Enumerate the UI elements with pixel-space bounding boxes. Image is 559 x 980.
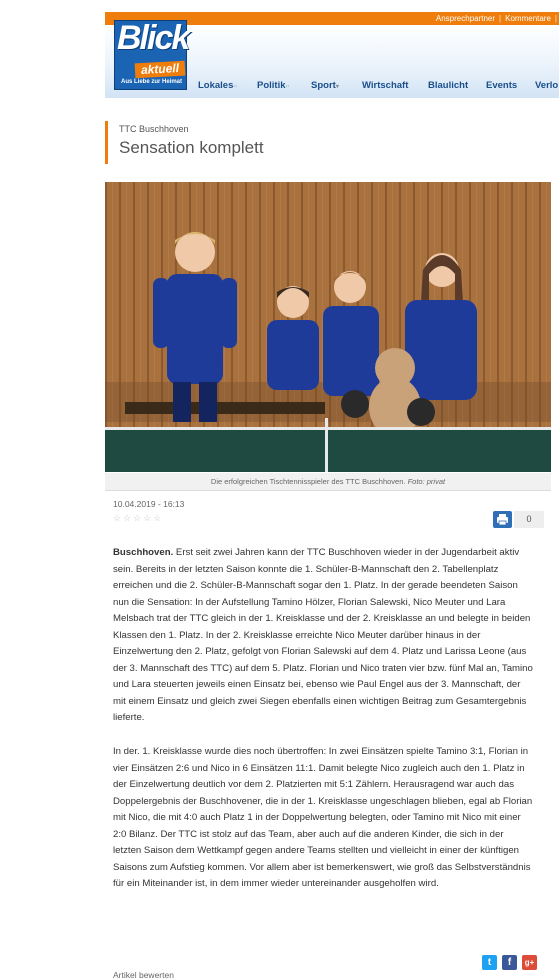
article-date: 10.04.2019 - 16:13	[113, 499, 185, 509]
nav-item-sport[interactable]: Sport▾	[311, 80, 339, 91]
twitter-icon: t	[487, 957, 492, 968]
google-share-button[interactable]	[522, 955, 537, 970]
top-link-divider: |	[554, 14, 557, 23]
nav-item-verlosungen[interactable]: Verlo	[535, 80, 559, 91]
link-kommentare[interactable]: Kommentare	[505, 14, 551, 23]
top-link-divider: |	[499, 14, 502, 23]
paragraph-1	[113, 545, 533, 727]
lead-place: Buschhoven.	[113, 547, 174, 558]
paragraph-2: In der. 1. Kreisklasse wurde dies noch übertroffen: In zwei Einsätzen spielte Tamino 3:1, Florian in vier Einsätzen 2:6 und Nico in 6 Einsätzen 11:1. Damit belegte Nico zugleich auch den 1. Platz in der Einzelwertung deutlich vor dem 2. Platzierten mit 5:1 Zählern. Herausragend war auch das Doppelergebnis der Buschhovener, die in der 1. Kreisklasse ungeschlagen blieben, egal ab Florian mit Nico, die mit 4:0 auch Platz 1 in der Doppelwertung belegten, oder Tamino mit Nico mit einer 2:0 Bilanz. Der TTC ist stolz auf das Team, aber auch auf die anderen Kinder, die sich in der letzten Saison dem Wettkampf gegen andere Teams stellten und vielleicht in einer der künftigen Saisons zum Aufstieg kommen. Vor allem aber ist bemerkenswert, wie groß das Selbstverständnis für ein Miteinander ist, in dem immer wieder untereinander ausgeholfen wird.	[113, 746, 533, 890]
chevron-down-icon: ▾	[335, 84, 339, 90]
google-plus-icon: g+	[524, 958, 535, 967]
nav-item-wirtschaft[interactable]: Wirtschaft	[362, 80, 409, 91]
printer-icon	[493, 511, 512, 528]
article-title: Sensation komplett	[119, 138, 264, 157]
rate-article-label: Artikel bewerten	[113, 970, 174, 980]
comment-count[interactable]: 0	[514, 511, 544, 528]
paragraph-1-text: Erst seit zwei Jahren kann der TTC Buschhoven wieder in der Jugendarbeit aktiv sein. Bereits in der letzten Saison konnte die 1. Schüler-B-Mannschaft den 2. Tabellenplatz erreichen und die 2. Schüler-B-Mannschaft sogar den 1. Platz. In der gerade beendeten Saison nun die Sensation: In der Aufstellung Tamino Hölzer, Florian Salewski, Nico Meuter und Lara Melsbach trat der TTC gleich in der 1. Kreisklasse und der 2. Kreisklasse an und belegte in beiden Klassen den 1. Platz. In der 2. Kreisklasse erreichte Nico Meuter darüber hinaus in der Einzelwertung den 2. Platz, gefolgt von Florian Salewski auf dem 4. Platz und Larissa Leone (aus der 3. Mannschaft des TTC) auf dem 5. Platz. Florian und Nico traten vier bzw. fünf Mal an, Tamino und Lara steuerten jeweils einen Einsatz bei, ebenso wie Paul Engel aus der 3. Mannschaft, der mit einem Einsatz und gleich zwei Siegen ebenfalls einen wichtigen Beitrag zum Gesamtergebnis lieferte.	[113, 547, 533, 724]
nav-item-events[interactable]: Events	[486, 80, 518, 91]
article-kicker: TTC Buschhoven	[119, 124, 189, 134]
article-body	[113, 545, 533, 893]
twitter-share-button[interactable]	[482, 955, 497, 970]
dots-icon: ··	[285, 84, 290, 90]
headline-accent-bar	[105, 121, 108, 164]
top-links	[432, 12, 557, 25]
dots-icon: ··	[233, 84, 238, 90]
link-ansprechpartner[interactable]: Ansprechpartner	[435, 14, 496, 23]
print-button[interactable]	[493, 511, 512, 528]
rating-stars[interactable]: ☆☆☆☆☆	[113, 513, 164, 523]
facebook-icon: f	[507, 957, 512, 968]
nav-item-lokales[interactable]: Lokales··	[198, 80, 238, 91]
logo-slogan: Aus Liebe zur Heimat	[120, 79, 182, 85]
team-photo-illustration	[105, 182, 551, 472]
logo-wordmark: Blick	[117, 19, 189, 57]
nav-item-politik[interactable]: Politik··	[257, 80, 290, 91]
logo-sub: aktuell	[135, 61, 186, 79]
caption-credit: Foto: privat	[407, 477, 446, 486]
site-logo[interactable]	[114, 20, 187, 90]
image-caption	[105, 473, 551, 491]
facebook-share-button[interactable]	[502, 955, 517, 970]
article-image[interactable]	[105, 182, 551, 472]
caption-text: Die erfolgreichen Tischtennisspieler des TTC Buschhoven.	[210, 477, 406, 486]
nav-item-blaulicht[interactable]: Blaulicht	[428, 80, 469, 91]
